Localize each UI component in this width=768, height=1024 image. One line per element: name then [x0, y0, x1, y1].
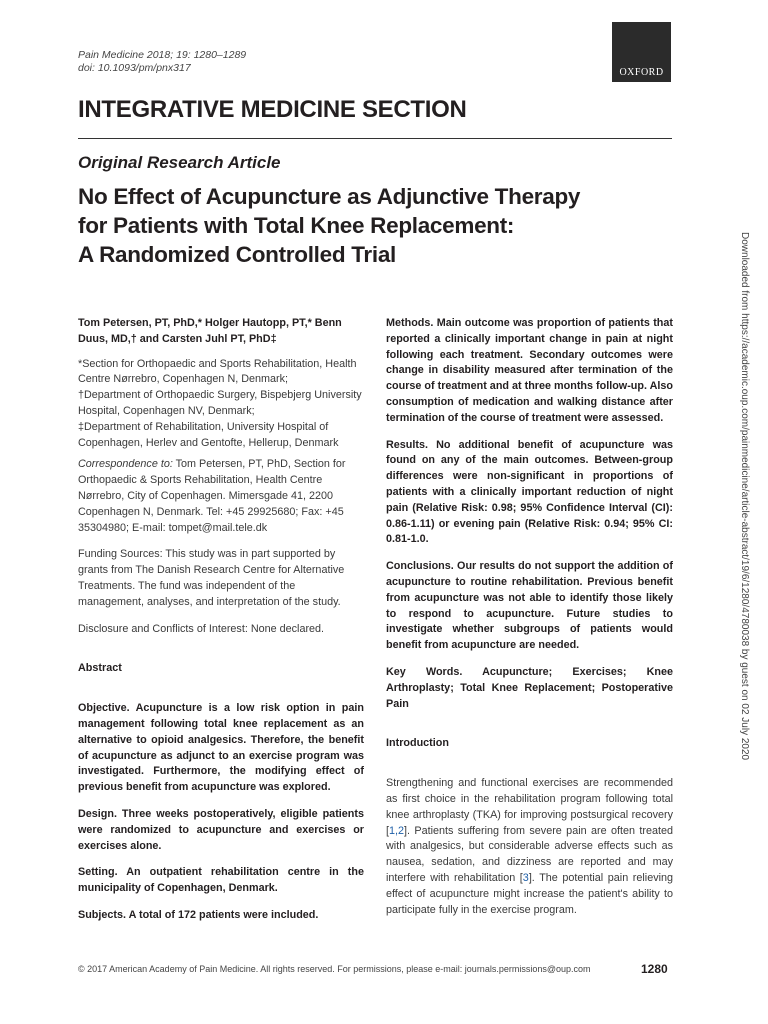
- journal-citation: Pain Medicine 2018; 19: 1280–1289: [78, 49, 247, 61]
- introduction-paragraph: [386, 776, 673, 918]
- article-title-line: No Effect of Acupuncture as Adjunctive Therapy: [78, 184, 581, 209]
- citation-link[interactable]: 1,2: [389, 824, 405, 837]
- correspondence-label: Correspondence to:: [78, 458, 173, 471]
- abstract-conclusions: Conclusions. Our results do not support the addition of acupuncture to routine rehabilitation. Previous benefit from acupuncture was not able to identify those likely to respond to acupuncture. Future studies to investigate whether subgroups of patients would benefit from acupuncture are needed.: [386, 560, 673, 652]
- abstract-design: Design. Three weeks postoperatively, eligible patients were randomized to acupuncture and exercises or exercises alone.: [78, 807, 364, 852]
- abstract-objective: Objective. Acupuncture is a low risk option in pain management following total knee replacement as an alternative to opioid analgesics. Therefore, the benefit of acupuncture as adjunct to an exercise program was investigated. Furthermore, the modifying effect of previous benefit from acupuncture was explored.: [78, 702, 364, 794]
- journal-reference: [78, 49, 246, 75]
- abstract-results: Results. No additional benefit of acupuncture was found on any of the main outcomes. Between-group differences were non-significant in proportions of patients with a clinically important reduction of night pain (Relative Risk: 0.98; 95% Confidence Interval (CI): 0.86-1.11) or evening pain (Relative Risk: 0.94; 95% CI: 0.81-1.0.: [386, 438, 673, 546]
- article-title: [78, 182, 678, 269]
- footer-copyright: © 2017 American Academy of Pain Medicine. All rights reserved. For permissions, please e-mail: journals.permissions@oup.com: [78, 964, 591, 974]
- left-column: [78, 316, 364, 924]
- abstract-methods: Methods. Main outcome was proportion of patients that reported a clinically important change in pain at night following each treatment. Secondary outcomes were change in disability measured after termination of the course of treatment and at three months follow-up. Also consumption of medication and walking distance after termination of the course of treatment were assessed.: [386, 317, 673, 424]
- correspondence: [78, 457, 364, 536]
- publisher-logo: [612, 22, 671, 82]
- author-list: Tom Petersen, PT, PhD,* Holger Hautopp, PT,* Benn Duus, MD,† and Carsten Juhl PT, PhD‡: [78, 317, 342, 345]
- citation-link[interactable]: 3: [522, 871, 529, 884]
- article-title-line: A Randomized Controlled Trial: [78, 242, 396, 267]
- intro-text: ]. The potential pain relieving effect of acupuncture might increase the patient's ability to participate fully in the exercise program.: [386, 871, 674, 916]
- intro-text: Strengthening and functional exercises are recommended as first choice in the rehabilitation program following total knee arthroplasty (TKA) for improving postsurgical recovery [: [386, 777, 673, 837]
- doi: doi: 10.1093/pm/pnx317: [78, 62, 191, 74]
- article-title-line: for Patients with Total Knee Replacement:: [78, 213, 515, 238]
- section-title: INTEGRATIVE MEDICINE SECTION: [78, 96, 467, 123]
- funding-statement: Funding Sources: This study was in part supported by grants from The Danish Research Centre for Alternative Treatments. The fund was independent of the management, analyses, and interpretation of the study.: [78, 548, 345, 608]
- right-column: [386, 316, 673, 918]
- page-number: 1280: [641, 962, 668, 976]
- intro-text: ]. Patients suffering from severe pain are often treated with analgesics, but considerable adverse effects such as nausea, sedation, and dizziness are reported and may interfere with rehabilitation [: [386, 824, 673, 884]
- key-words: Key Words. Acupuncture; Exercises; Knee Arthroplasty; Total Knee Replacement; Postoperative Pain: [386, 665, 673, 710]
- abstract-subjects: Subjects. A total of 172 patients were included.: [78, 908, 319, 921]
- affiliation: †Department of Orthopaedic Surgery, Bispebjerg University Hospital, Copenhagen NV, Denmark;: [78, 389, 362, 417]
- article-type: Original Research Article: [78, 153, 281, 172]
- section-divider: [78, 138, 672, 139]
- correspondence-text: Tom Petersen, PT, PhD, Section for Orthopaedic & Sports Rehabilitation, Health Centre Nørrebro, City of Copenhagen. Mimersgade 41, 2200 Copenhagen N, Denmark. Tel: +45 29925680; Fax: +45 35304980; E-mail: tompet@mail.tele.dk: [78, 458, 346, 534]
- download-watermark: Downloaded from https://academic.oup.com/painmedicine/article-abstract/19/6/1280/4780038 by guest on 02 July 2020: [739, 232, 750, 761]
- publisher-logo-text: OXFORD: [619, 67, 664, 78]
- abstract-setting: Setting. An outpatient rehabilitation centre in the municipality of Copenhagen, Denmark.: [78, 866, 364, 895]
- affiliation: *Section for Orthopaedic and Sports Rehabilitation, Health Centre Nørrebro, Copenhagen N, Denmark;: [78, 357, 357, 386]
- introduction-heading: Introduction: [386, 737, 449, 750]
- abstract-heading: Abstract: [78, 662, 122, 675]
- affiliation: ‡Department of Rehabilitation, University Hospital of Copenhagen, Herlev and Gentofte, Hellerup, Denmark: [78, 420, 339, 449]
- disclosure-statement: Disclosure and Conflicts of Interest: None declared.: [78, 622, 325, 635]
